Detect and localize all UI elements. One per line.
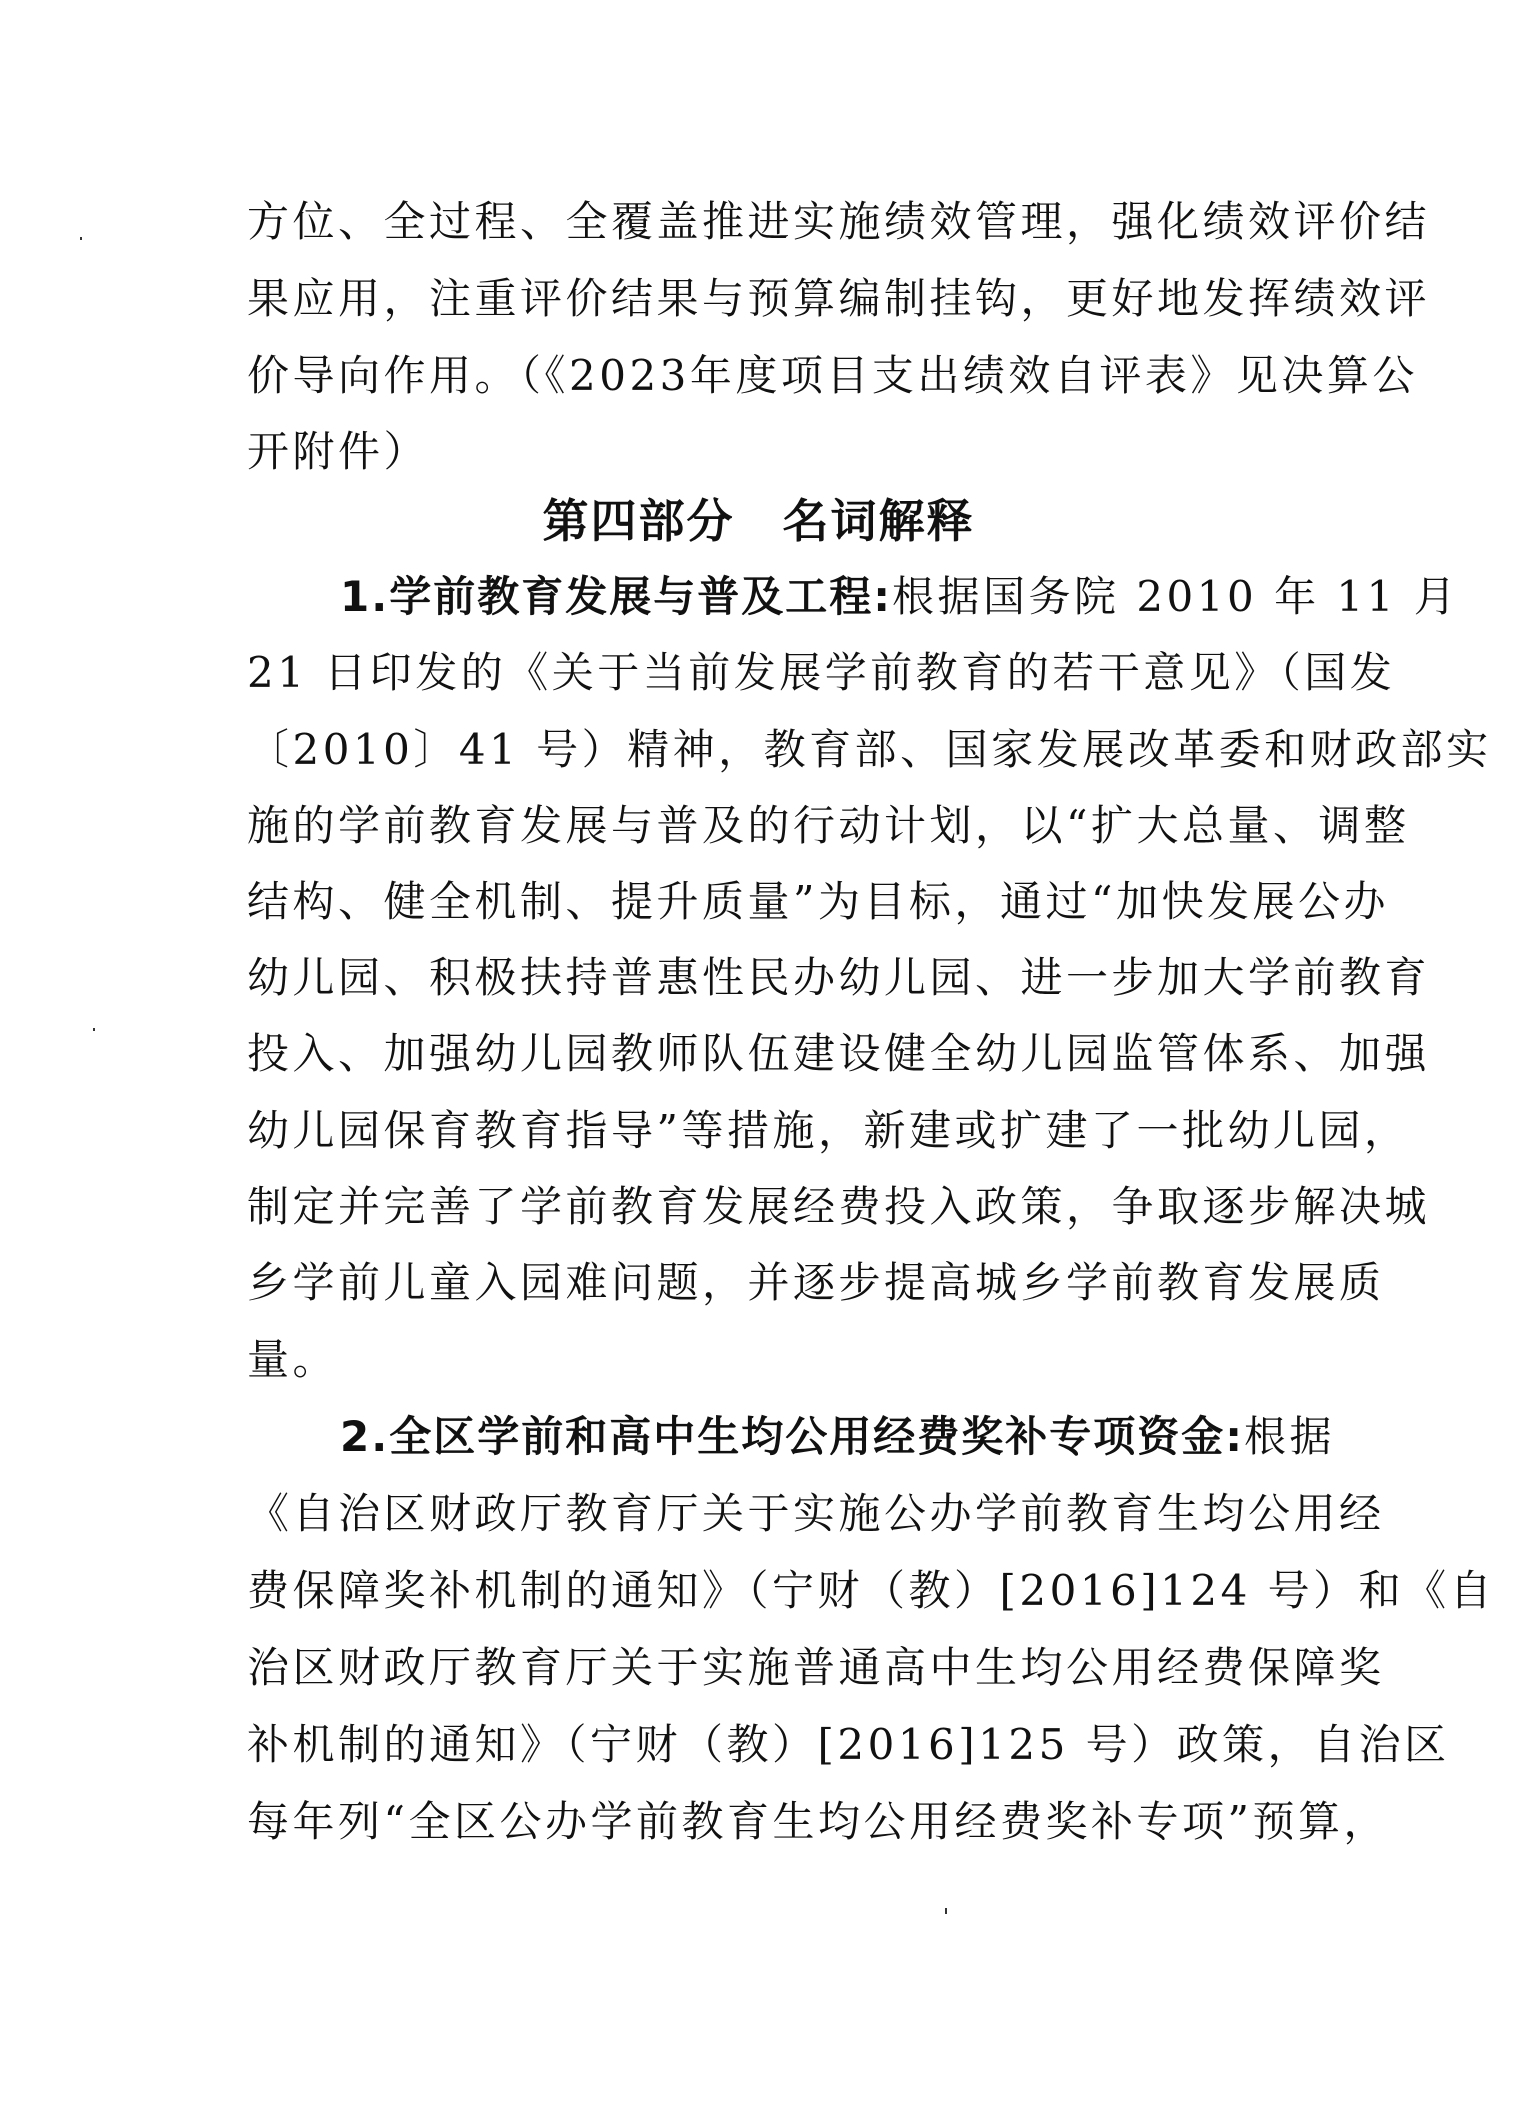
text-line: 量。	[247, 1335, 339, 1384]
text-line: 每年列“全区公办学前教育生均公用经费奖补专项”预算，	[247, 1797, 1389, 1846]
section-part: 第四部分	[542, 494, 735, 548]
text-line: 制定并完善了学前教育发展经费投入政策，争取逐步解决城	[247, 1182, 1431, 1231]
text-line: 费保障奖补机制的通知》（宁财（教）[2016]124 号）和《自	[247, 1566, 1496, 1615]
text-line: 补机制的通知》（宁财（教）[2016]125 号）政策，自治区	[247, 1720, 1450, 1769]
text-line: 〔2010〕41 号）精神，教育部、国家发展改革委和财政部实	[247, 725, 1492, 774]
text-line: 果应用，注重评价结果与预算编制挂钩，更好地发挥绩效评	[247, 274, 1431, 323]
term-2-first-line-text: 根据	[1244, 1412, 1336, 1461]
text-line: 乡学前儿童入园难问题，并逐步提高城乡学前教育发展质	[247, 1258, 1385, 1307]
text-line: 开附件）	[247, 427, 430, 476]
scan-speck	[945, 1908, 947, 1914]
scan-speck	[93, 1028, 95, 1031]
text-line: 施的学前教育发展与普及的行动计划，以“扩大总量、调整	[247, 801, 1410, 850]
term-2-title: 全区学前和高中生均公用经费奖补专项资金:	[389, 1412, 1244, 1461]
section-heading	[0, 491, 1517, 551]
text-line: 21 日印发的《关于当前发展学前教育的若干意见》（国发	[247, 648, 1396, 697]
text-line: 价导向作用。（《2023年度项目支出绩效自评表》见决算公	[247, 351, 1418, 400]
term-2-first-line	[340, 1407, 1336, 1467]
text-line: 投入、加强幼儿园教师队伍建设健全幼儿园监管体系、加强	[247, 1029, 1431, 1078]
scan-speck	[80, 237, 82, 240]
text-line: 幼儿园保育教育指导”等措施，新建或扩建了一批幼儿园，	[247, 1106, 1410, 1155]
term-1-title: 学前教育发展与普及工程:	[389, 572, 892, 621]
section-title: 名词解释	[782, 494, 975, 548]
text-line: 《自治区财政厅教育厅关于实施公办学前教育生均公用经	[247, 1489, 1385, 1538]
term-1-number: 1.	[340, 572, 390, 621]
term-1-first-line-text: 根据国务院 2010 年 11 月	[891, 572, 1460, 621]
term-1-first-line	[340, 567, 1460, 627]
text-line: 结构、健全机制、提升质量”为目标，通过“加快发展公办	[247, 877, 1389, 926]
text-line: 幼儿园、积极扶持普惠性民办幼儿园、进一步加大学前教育	[247, 953, 1431, 1002]
text-line: 方位、全过程、全覆盖推进实施绩效管理，强化绩效评价结	[247, 197, 1431, 246]
text-line: 治区财政厅教育厅关于实施普通高中生均公用经费保障奖	[247, 1643, 1385, 1692]
term-2-number: 2.	[340, 1412, 390, 1461]
